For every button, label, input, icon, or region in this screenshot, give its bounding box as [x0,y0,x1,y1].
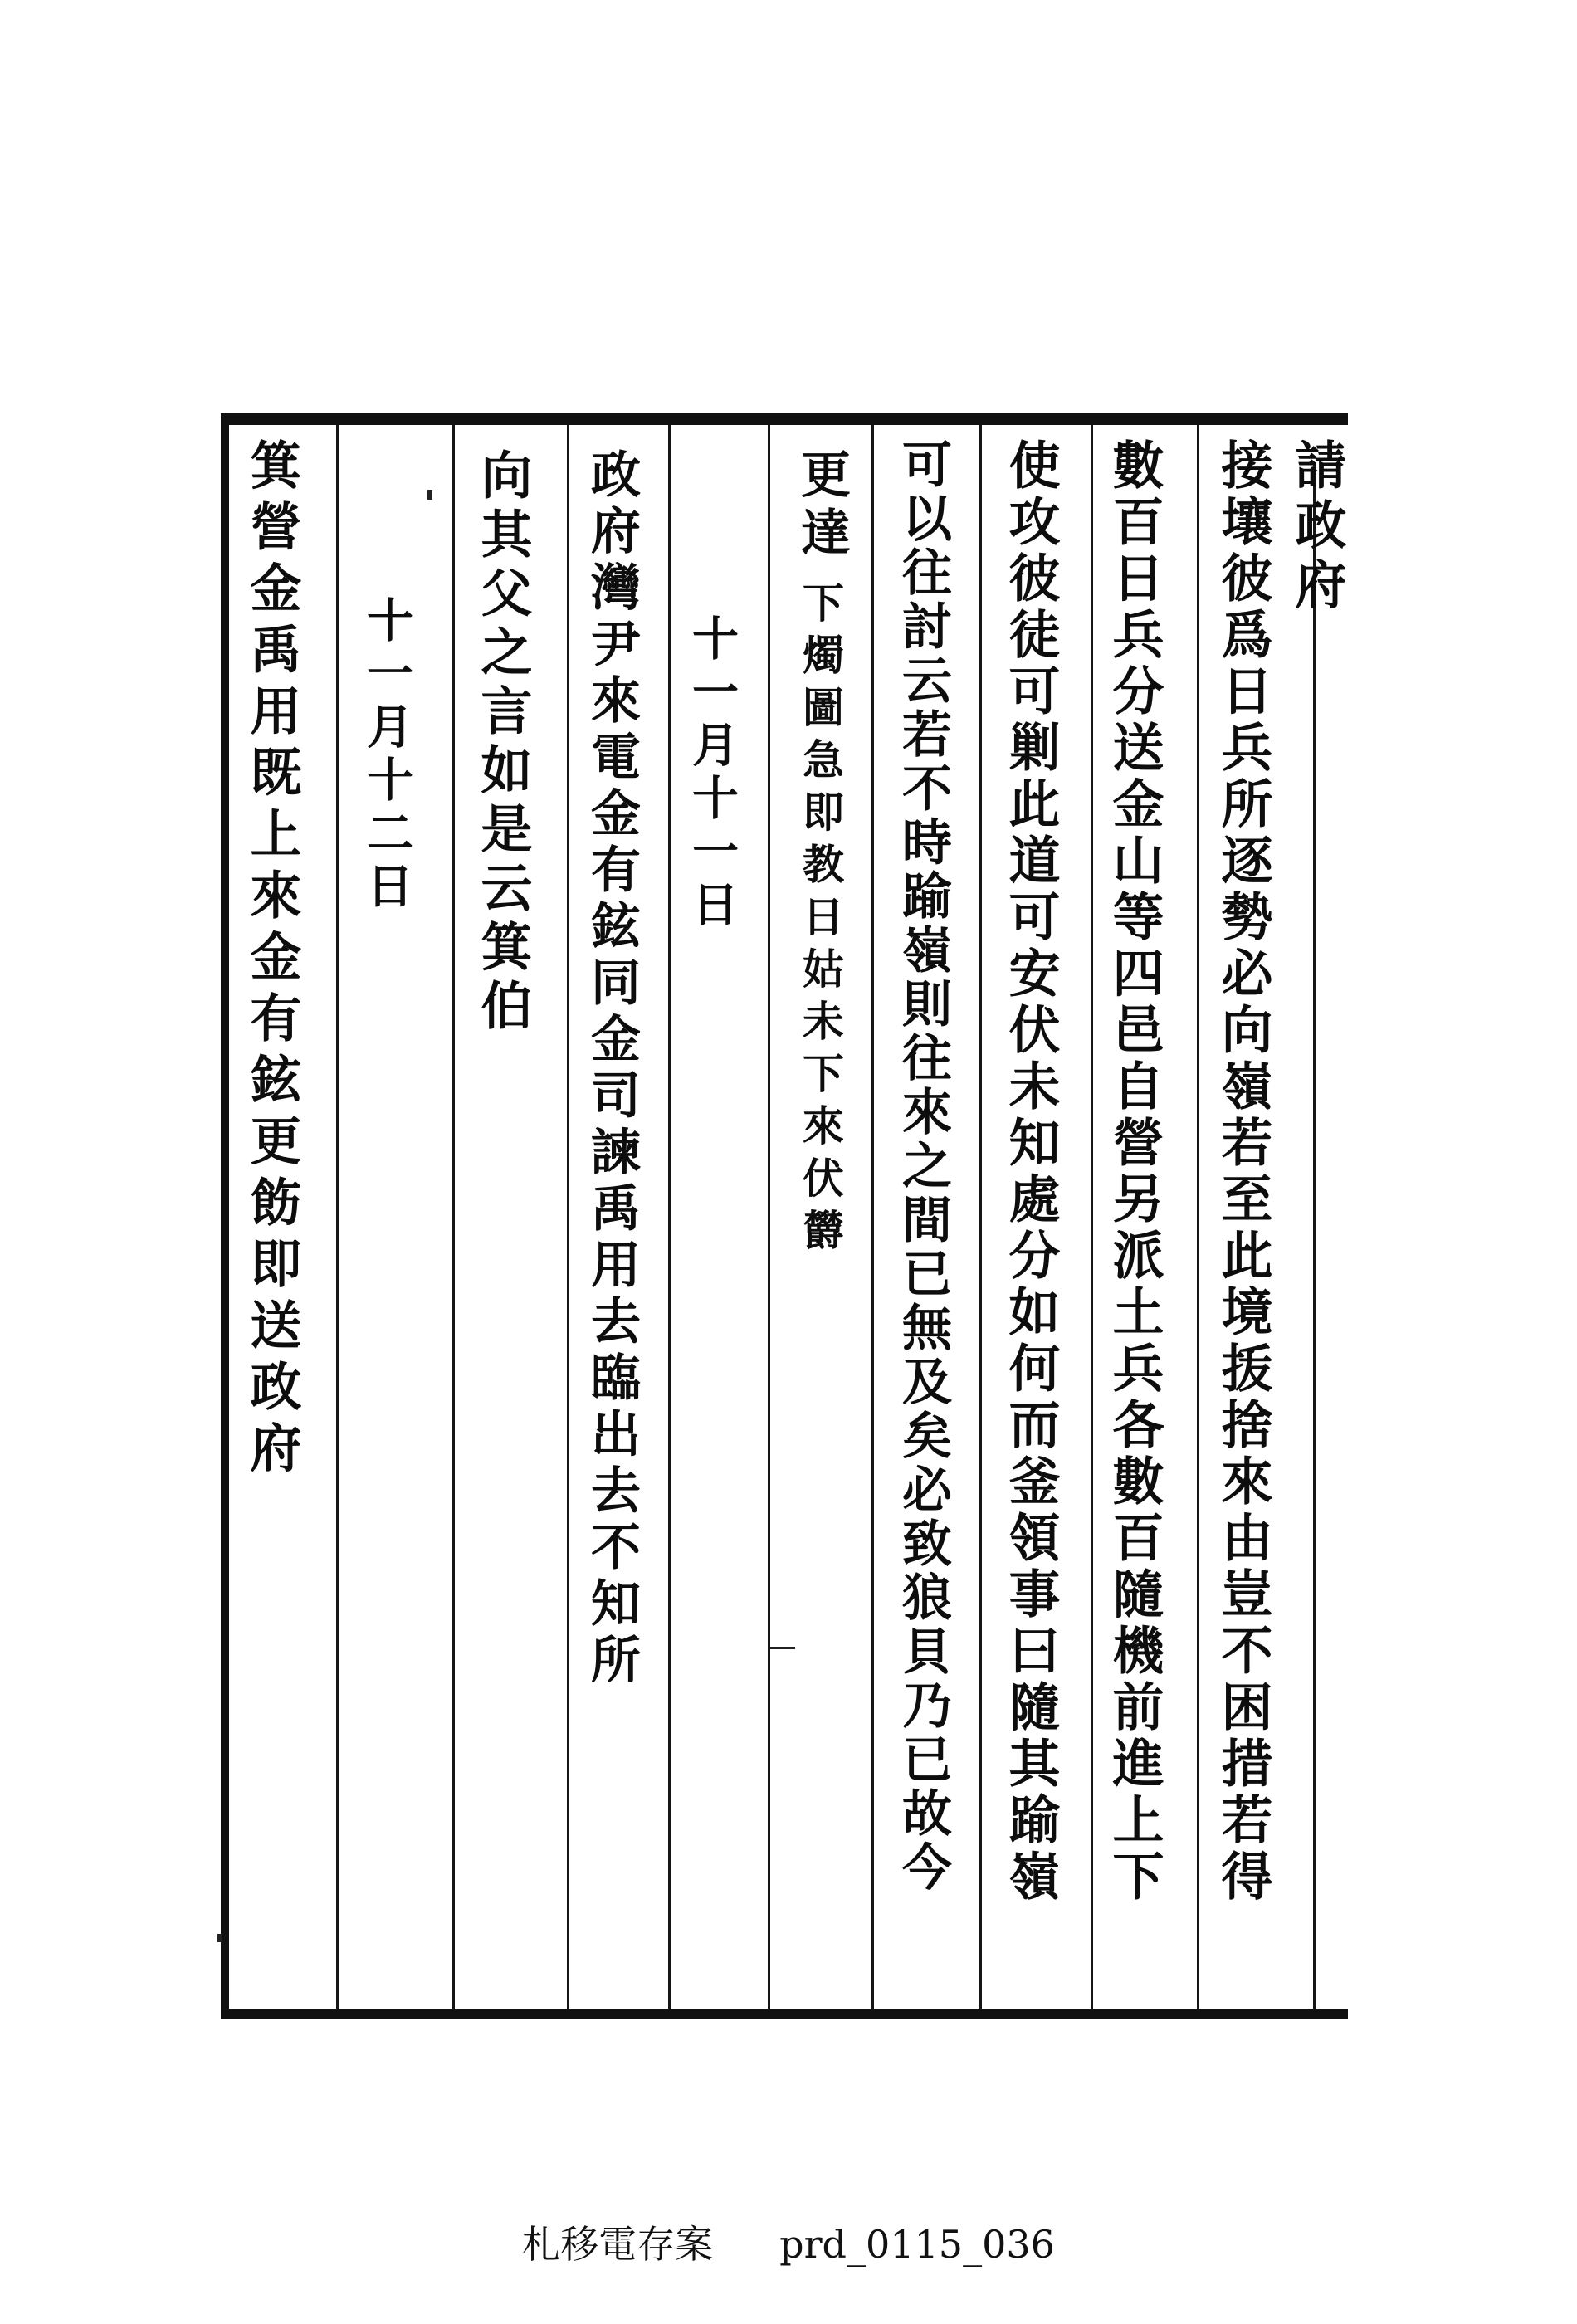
text-column-6-bottom: 下燭圖急即教日姑未下來伏欝 [796,581,845,1261]
column-rule [567,425,569,2009]
column-rule [1197,425,1199,2009]
column-rule [872,425,874,2009]
date-november-11: 十一月十一日 [685,614,740,933]
page-footer [0,2214,1577,2269]
footer-title: 札移電存案 [522,2222,714,2267]
text-column-4: 使攻彼徒可剿此道可安伏未知處分如何而釜領事曰隨其踰嶺 [1000,438,1061,1906]
column-rule [452,425,455,2009]
text-column-11: 箕營金禹用既上來金有鉉更飭即送政府 [242,438,302,1482]
column-rule [668,425,671,2009]
column-rule [1313,465,1316,2009]
column-rule [336,425,339,2009]
text-column-6-top: 更達 [793,448,851,564]
text-column-9: 向其父之言如是云箕伯 [472,448,533,1038]
column-rule [768,425,770,2009]
footer-code: prd_0115_036 [779,2222,1055,2267]
ink-mark [770,1647,795,1649]
text-column-8: 政府灣尹來電金有鉉同金司諫禹用去臨出去不知所 [583,448,641,1690]
ink-mark [427,490,432,500]
text-column-1: 請政府 [1286,438,1347,618]
text-column-3: 數百日兵分送金山等四邑自營另派土兵各數百隨機前進上下 [1104,438,1164,1906]
text-column-5: 可以往討云若不時踰嶺則往來之間已無及矣必致狼貝乃已故今 [894,438,952,1895]
column-rule [979,425,982,2009]
text-column-2: 接壤彼爲日兵所逐勢必向嶺若至此境㧞捨來由豈不困措若得 [1213,438,1273,1906]
ink-mark [217,1934,222,1942]
date-november-12: 十一月十二日 [359,596,414,915]
column-rule [1091,425,1093,2009]
